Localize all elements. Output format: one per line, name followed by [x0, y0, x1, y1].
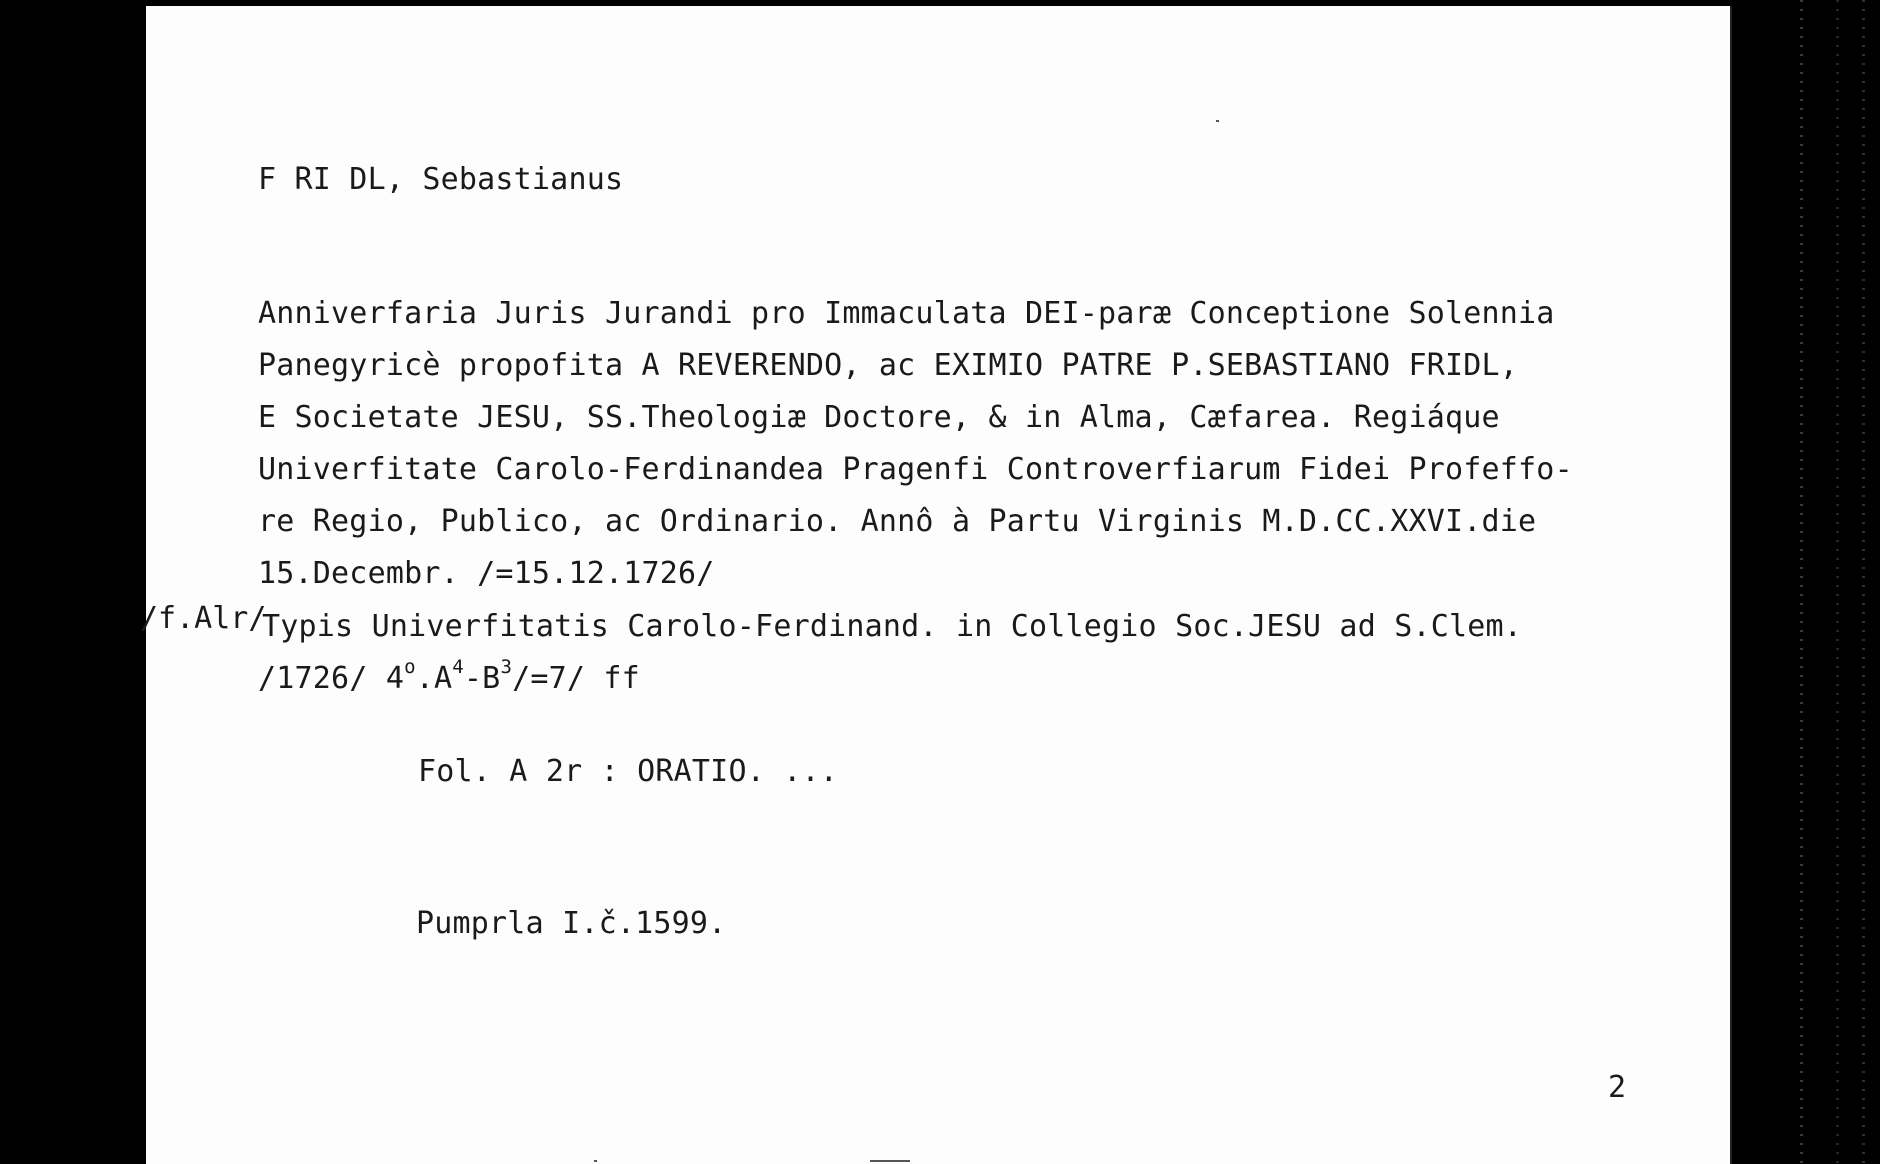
scan-noise — [1800, 0, 1803, 1164]
scan-noise — [1862, 0, 1865, 1164]
speck — [870, 1160, 910, 1162]
title-line: 15.Decembr. /=15.12.1726/ — [258, 556, 715, 591]
scan-noise — [1836, 0, 1839, 1164]
collation-text: /1726/ 4 — [258, 661, 405, 696]
title-line: Panegyricè propofita A REVERENDO, ac EXIMIO PATRE P.SEBASTIANO FRIDL, — [258, 348, 1519, 383]
title-block — [258, 288, 1573, 600]
card-heading: F RI DL, Sebastianus — [258, 162, 624, 197]
title-line: re Regio, Publico, ac Ordinario. Annô à Partu Virginis M.D.CC.XXVI.die — [258, 504, 1537, 539]
collation-text: .A — [415, 661, 453, 696]
collation-line — [258, 653, 1522, 705]
scan-border-right — [1732, 0, 1880, 1164]
collation-sup: 4 — [452, 656, 464, 678]
imprint-block — [258, 601, 1523, 705]
margin-note: /f.Alr/ — [140, 601, 267, 636]
bibliographic-reference: Pumprla I.č.1599. — [416, 906, 727, 941]
speck — [1216, 120, 1219, 122]
collation-sup: o — [404, 656, 416, 678]
title-line: Univerfitate Carolo-Ferdinandea Pragenfi Controverfiarum Fidei Profeffo- — [258, 452, 1573, 487]
collation-sup: 3 — [500, 656, 513, 678]
speck — [594, 1160, 597, 1162]
title-line: E Societate JESU, SS.Theologiæ Doctore, & in Alma, Cæfarea. Regiáque — [258, 400, 1500, 435]
page-number: 2 — [1608, 1070, 1627, 1105]
imprint-line: Typis Univerfitatis Carolo-Ferdinand. in Collegio Soc.JESU ad S.Clem. — [262, 609, 1523, 644]
folio-note: Fol. A 2r : ORATIO. ... — [418, 754, 839, 789]
collation-text: -B — [463, 661, 501, 696]
collation-text: /=7/ ff — [512, 661, 640, 696]
title-line: Anniverfaria Juris Jurandi pro Immaculata DEI-paræ Conceptione Solennia — [258, 296, 1555, 331]
